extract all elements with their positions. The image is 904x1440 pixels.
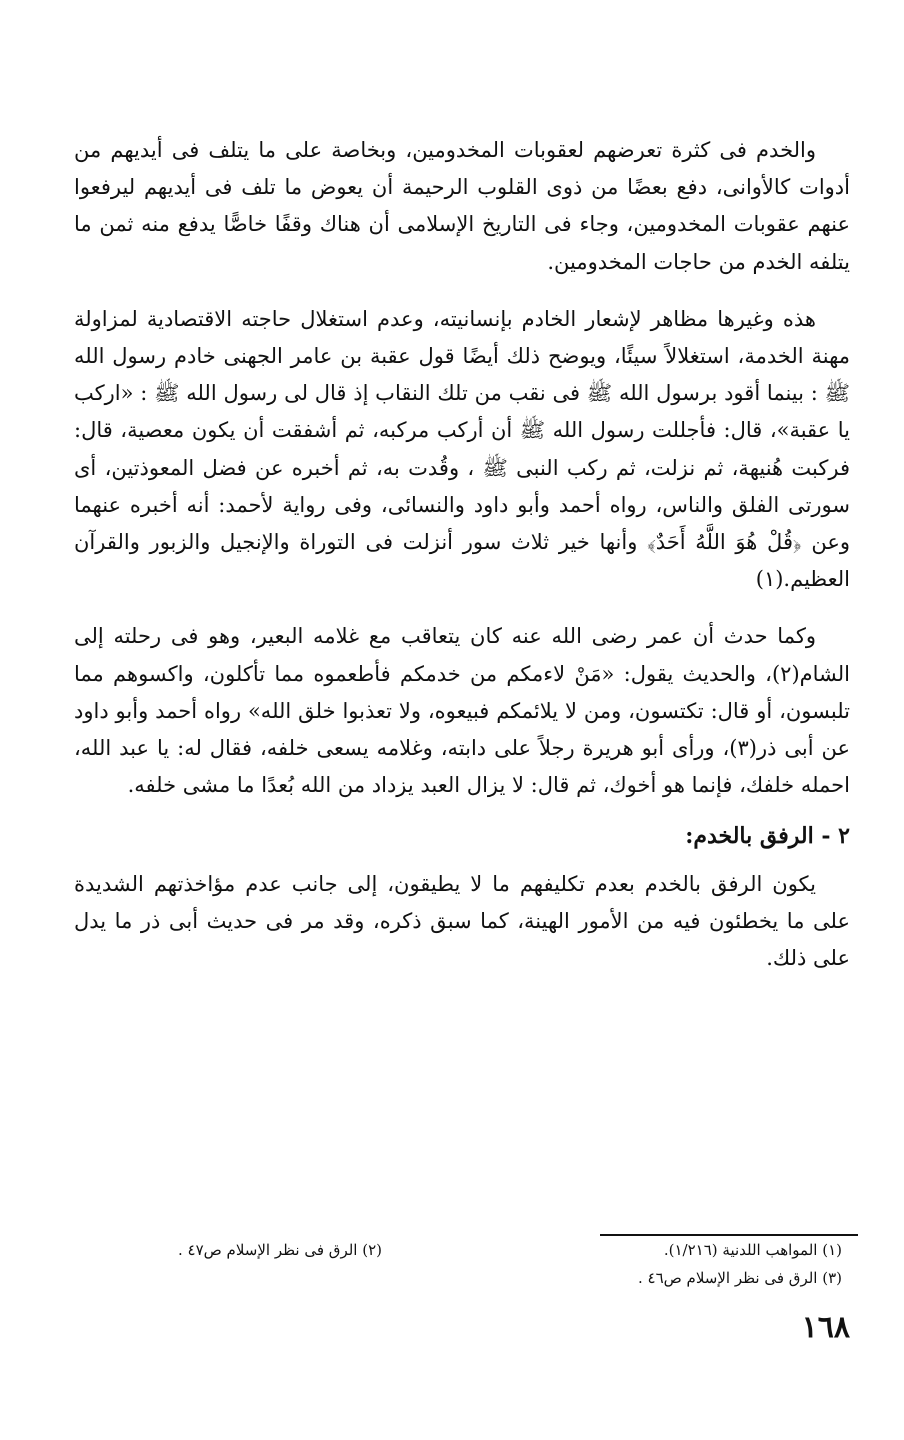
paragraph-4: يكون الرفق بالخدم بعدم تكليفهم ما لا يطيقون، إلى جانب عدم مؤاخذتهم الشديدة على ما يخطئون فيه من الأمور الهينة، كما سبق ذكره، وقد مر فى حديث أبى ذر ما يدل على ذلك. xyxy=(74,871,850,971)
footnote-1: (١) المواهب اللدنية (١/٢١٦). xyxy=(663,1241,842,1259)
footnote-separator xyxy=(600,1234,858,1236)
footnote-3: (٣) الرق فى نظر الإسلام ص٤٦ . xyxy=(637,1269,842,1287)
paragraph-3: وكما حدث أن عمر رضى الله عنه كان يتعاقب مع غلامه البعير، وهو فى رحلته إلى الشام(٢)، والحديث يقول: «مَنْ لاءمكم من خدمكم فأطعموه مما تأكلون، واكسوهم مما تلبسون، أو قال: تكتسون، ومن لا يلائمكم فبيعوه، ولا تعذبوا خلق الله» رواه أحمد وأبو داود عن أبى ذر(٣)، ورأى أبو هريرة رجلاً على دابته، وغلامه يسعى خلفه، فقال له: يا عبد الله، احمله خلفك، فإنما هو أخوك، ثم قال: لا يزال العبد يزداد من الله بُعدًا ما مشى خلفه. xyxy=(74,624,850,798)
paragraph-2: هذه وغيرها مظاهر لإشعار الخادم بإنسانيته، وعدم استغلال حاجته الاقتصادية لمزاولة مهنة الخدمة، استغلالاً سيئًا، ويوضح ذلك أيضًا قول عقبة بن عامر الجهنى خادم رسول الله ﷺ : بينما أقود برسول الله ﷺ فى نقب من تلك النقاب إذ قال لى رسول الله ﷺ : «اركب يا عقبة»، قال: فأجللت رسول الله ﷺ أن أركب مركبه، ثم أشفقت أن يكون معصية، قال: فركبت هُنيهة، ثم نزلت، ثم ركب النبى ﷺ ، وقُدت به، ثم أخبره عن فضل المعوذتين، أى سورتى الفلق والناس، رواه أحمد وأبو داود والنسائى، وفى رواية لأحمد: أنه أخبره عنهما وعن ﴿قُلْ هُوَ اللَّهُ أَحَدٌ﴾ وأنها خير ثلاث سور أنزلت فى التوراة والإنجيل والزبور والقرآن العظيم.(١) xyxy=(74,306,850,592)
section-heading: ٢ - الرفق بالخدم: xyxy=(685,823,850,850)
paragraph-1: والخدم فى كثرة تعرضهم لعقوبات المخدومين، وبخاصة على ما يتلف فى أيديهم من أدوات كالأوانى، دفع بعضًا من ذوى القلوب الرحيمة أن يعوض ما تلف فى أيديهم ليرفعوا عنهم عقوبات المخدومين، وجاء فى التاريخ الإسلامى أن هناك وقفًا خاصًّا يدفع منه ثمن ما يتلفه الخدم من حاجات المخدومين. xyxy=(74,138,850,274)
footnote-2: (٢) الرق فى نظر الإسلام ص٤٧ . xyxy=(177,1241,382,1259)
page-number: ١٦٨ xyxy=(801,1310,850,1345)
body-text xyxy=(74,132,850,997)
